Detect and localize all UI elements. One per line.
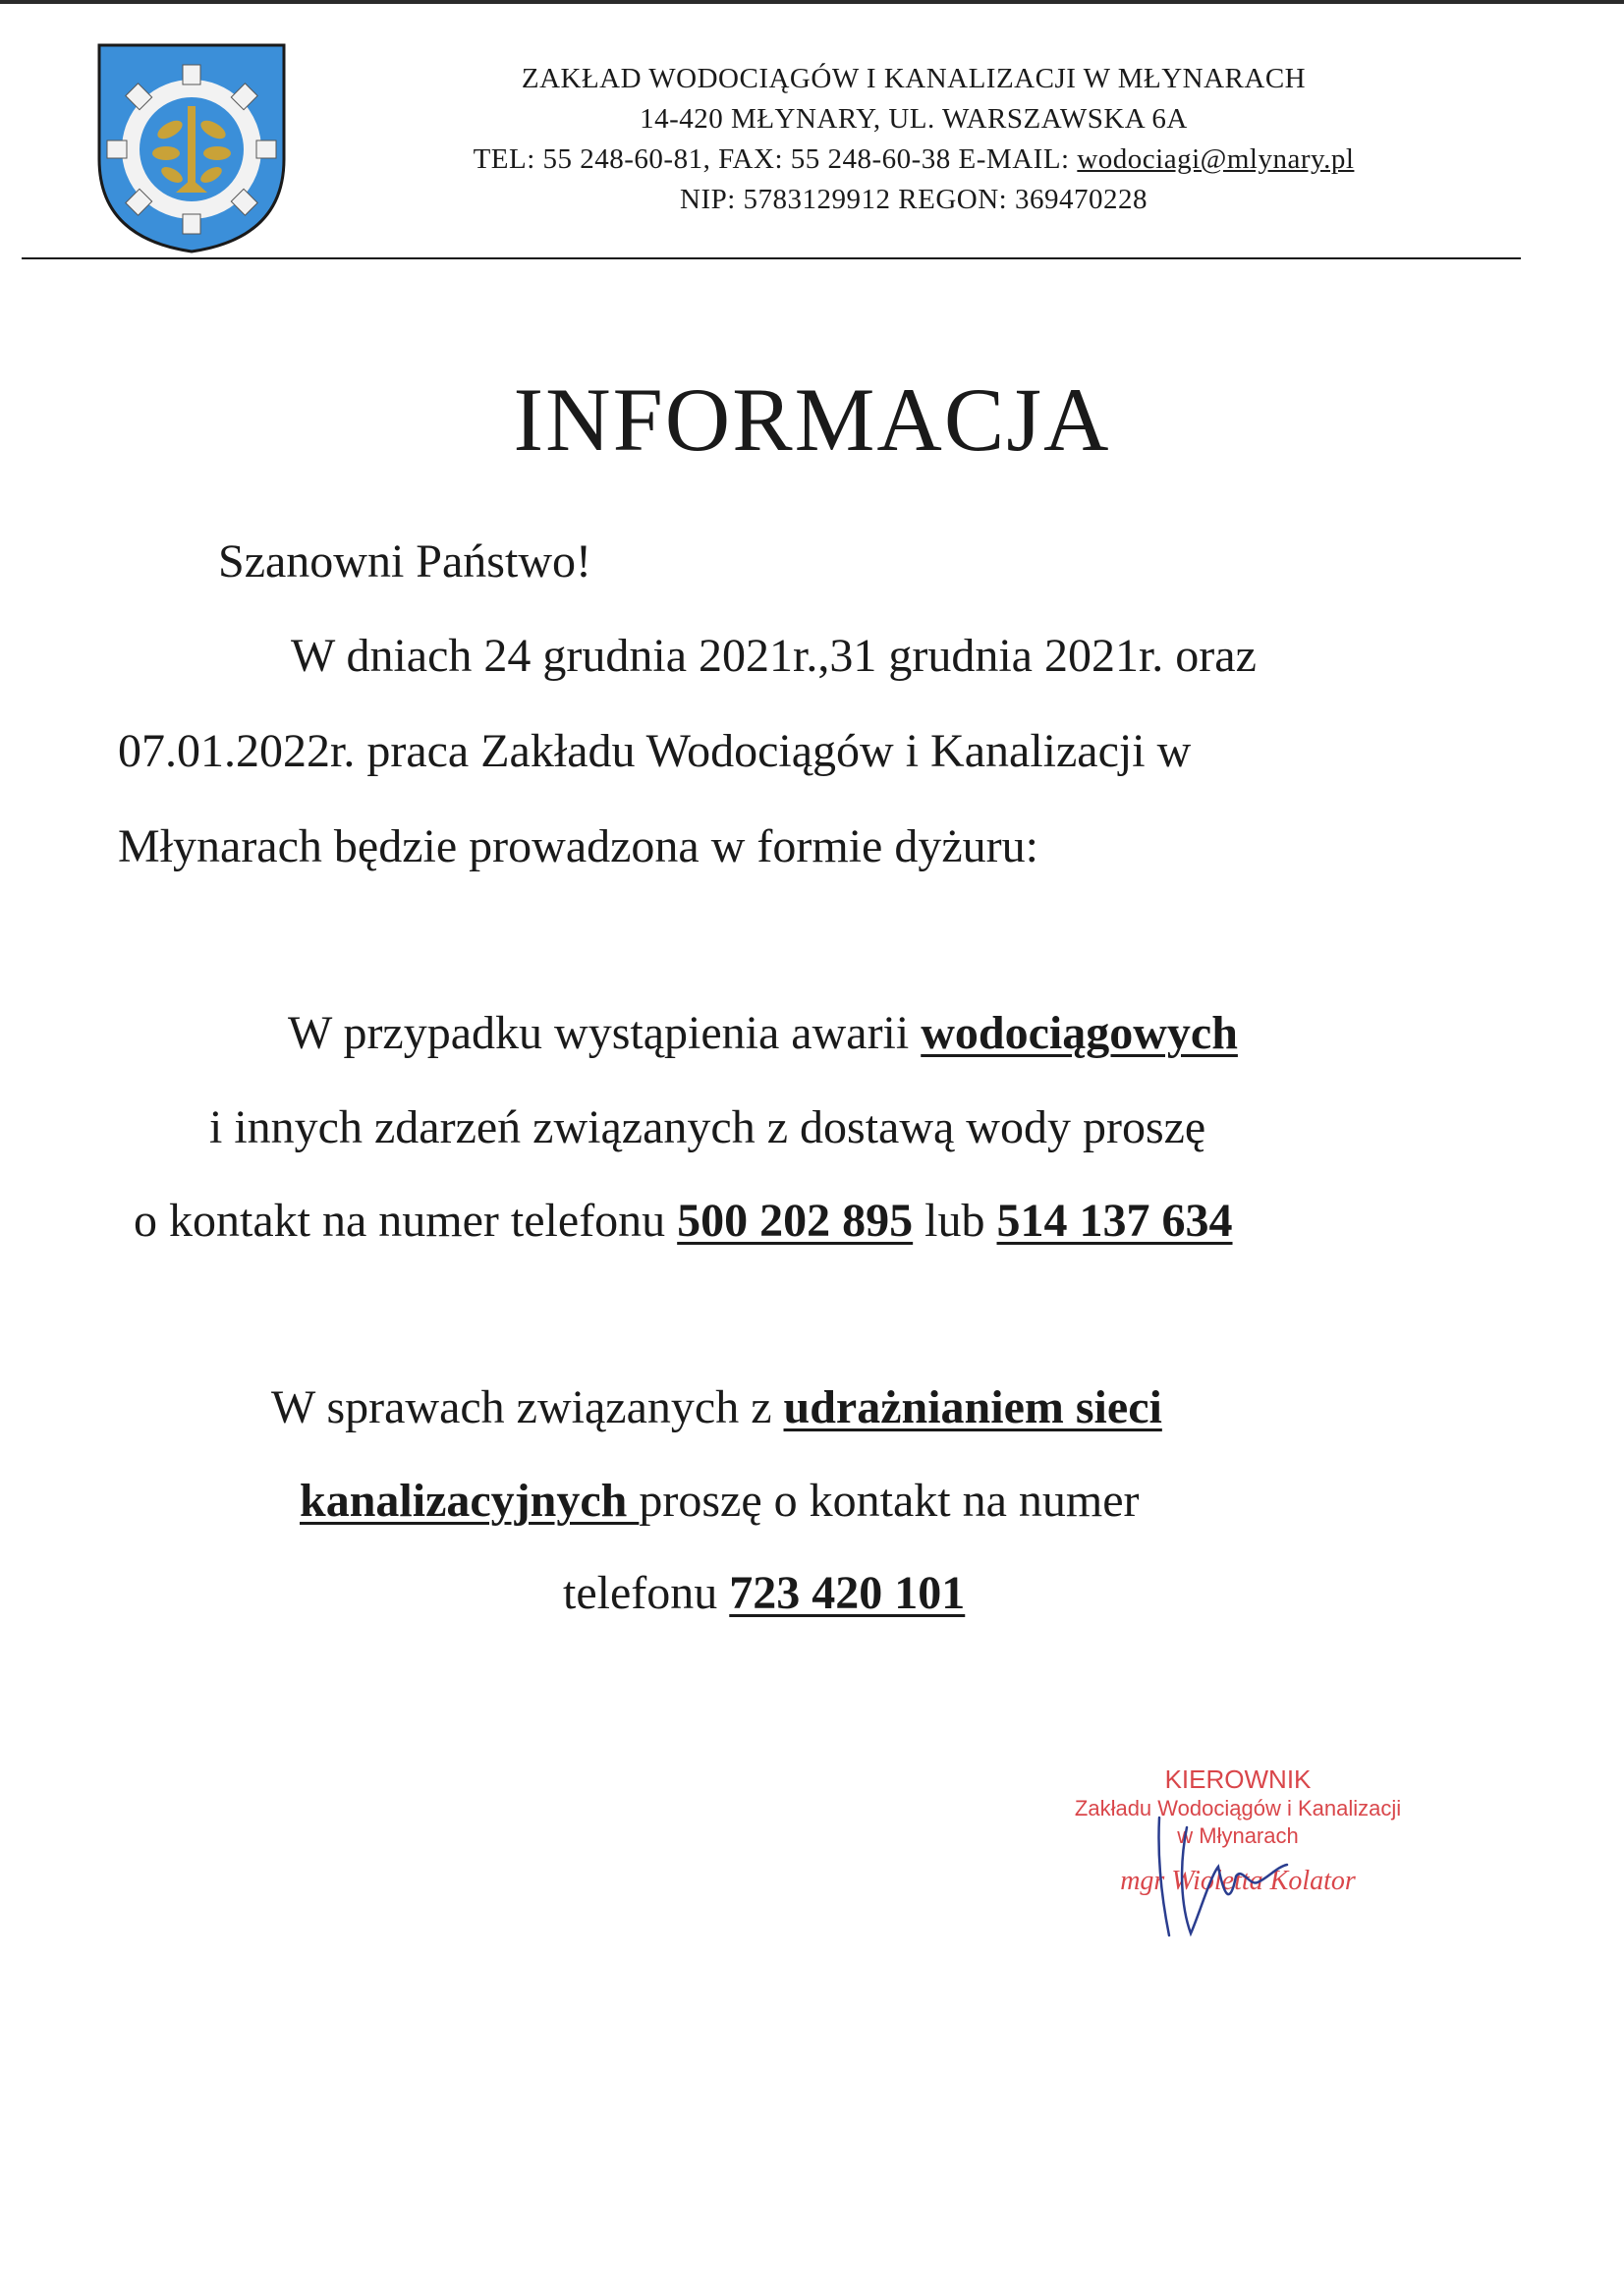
- coat-of-arms-logo: [95, 41, 288, 255]
- phone-number-2: 514 137 634: [996, 1195, 1233, 1247]
- emphasis-sewer-1: udrażnianiem sieci: [783, 1381, 1162, 1433]
- paragraph-1-line-2: 07.01.2022r. praca Zakładu Wodociągów i Kanalizacji w: [118, 725, 1192, 777]
- greeting: Szanowni Państwo!: [218, 535, 591, 588]
- top-border-line: [0, 0, 1624, 4]
- stamp-role: KIEROWNIK: [1164, 1764, 1312, 1794]
- emphasis-water: wodociągowych: [921, 1007, 1238, 1059]
- paragraph-2-line-2: i innych zdarzeń związanych z dostawą wody proszę: [209, 1101, 1206, 1153]
- paragraph-1-line-1: W dniach 24 grudnia 2021r.,31 grudnia 2021r. oraz: [291, 630, 1257, 682]
- org-ids: NIP: 5783129912 REGON: 369470228: [680, 184, 1148, 215]
- paragraph-1-line-3: Młynarach będzie prowadzona w formie dyżuru:: [118, 820, 1038, 872]
- paragraph-3-line-1: [271, 1378, 1162, 1437]
- header-divider: [22, 257, 1521, 259]
- org-address: 14-420 MŁYNARY, UL. WARSZAWSKA 6A: [640, 103, 1188, 135]
- p3-phone-text: telefonu: [563, 1567, 730, 1619]
- p2-text: W przypadku wystąpienia awarii: [288, 1007, 922, 1059]
- stamp-name: mgr Wioletta Kolator: [1120, 1866, 1356, 1896]
- paragraph-2-line-1: [288, 1004, 1238, 1063]
- stamp-department: Zakładu Wodociągów i Kanalizacji: [1074, 1796, 1402, 1820]
- contact-text: TEL: 55 248-60-81, FAX: 55 248-60-38 E-MAIL:: [473, 143, 1078, 175]
- org-contact: [324, 140, 1503, 180]
- email-link[interactable]: wodociagi@mlynary.pl: [1077, 143, 1355, 175]
- phone-number-3: 723 420 101: [729, 1567, 966, 1619]
- document-title: INFORMACJA: [513, 369, 1111, 470]
- p2-contact-text: o kontakt na numer telefonu: [134, 1195, 678, 1247]
- p3-contact-text: proszę o kontakt na numer: [639, 1475, 1140, 1527]
- paragraph-3-line-2: [300, 1472, 1140, 1531]
- p2-or-text: lub: [913, 1195, 997, 1247]
- letterhead: [324, 59, 1503, 220]
- phone-number-1: 500 202 895: [677, 1195, 914, 1247]
- paragraph-3-line-3: [563, 1564, 965, 1623]
- emphasis-sewer-2: kanalizacyjnych: [300, 1475, 640, 1527]
- stamp-location: w Młynarach: [1177, 1823, 1299, 1848]
- paragraph-2-line-3: [134, 1192, 1233, 1251]
- p3-text: W sprawach związanych z: [271, 1381, 784, 1433]
- org-name: ZAKŁAD WODOCIĄGÓW I KANALIZACJI W MŁYNARACH: [521, 63, 1307, 94]
- handwritten-signature: [1140, 1808, 1307, 1945]
